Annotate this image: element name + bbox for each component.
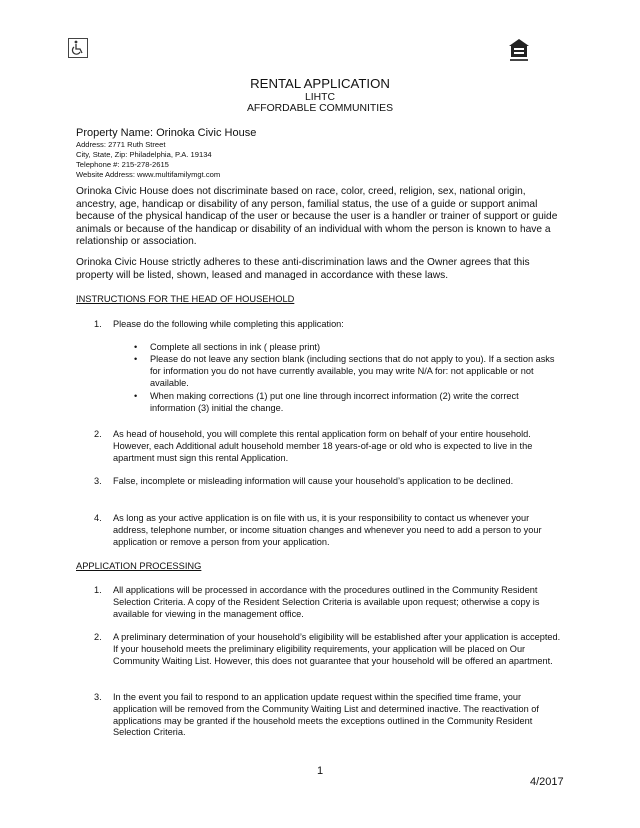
item-text: In the event you fail to respond to an application update request within the specified time frame, your application will be removed from the Community Waiting List and determined inactive. The reactivation of applications may be granted if the household meets the exceptions outlined in the Community Resident Selection Criteria.: [113, 692, 539, 738]
property-name: Property Name: Orinoka Civic House: [76, 127, 257, 139]
item-number: 1.: [94, 585, 102, 595]
item-number: 2.: [94, 632, 102, 642]
item-text: As head of household, you will complete this rental application form on behalf of your entire household. However, each Additional adult household member 18 years-of-age or old who is expected to live in the apartment must sign this rental Application.: [113, 429, 533, 463]
page-title: RENTAL APPLICATION: [250, 76, 390, 91]
item-number: 1.: [94, 319, 102, 329]
property-website: Website Address: www.multifamilymgt.com: [76, 170, 221, 179]
bullet-text: Please do not leave any section blank (including sections that do not apply to you). If a section asks for information you do not have currently available, you may write N/A for: not applicable or not available.: [150, 354, 555, 388]
subtitle-lihtc: LIHTC: [304, 92, 336, 103]
property-address: Address: 2771 Ruth Street: [76, 140, 166, 149]
processing-heading: APPLICATION PROCESSING: [76, 561, 202, 571]
adherence-paragraph: Orinoka Civic House strictly adheres to these anti-discrimination laws and the Owner agrees that this property will be listed, shown, leased and managed in accordance with these laws.: [76, 257, 530, 281]
bullet-icon: •: [134, 354, 138, 364]
item-text: A preliminary determination of your household’s eligibility will be established after your application is accepted. If your household meets the preliminary eligibility requirements, your application will be placed on Our Community Waiting List. However, this does not guarantee that your household will be offered an apartment.: [113, 632, 561, 666]
item-number: 4.: [94, 513, 102, 523]
item-text: Please do the following while completing this application:: [113, 319, 344, 329]
bullet-text: When making corrections (1) put one line through incorrect information (2) write the correct information (3) initial the change.: [150, 391, 519, 413]
bullet-icon: •: [134, 391, 138, 401]
item-text: False, incomplete or misleading information will cause your household’s application to be declined.: [113, 476, 514, 486]
item-number: 2.: [94, 429, 102, 439]
bullet-text: Complete all sections in ink ( please print): [150, 342, 321, 352]
subtitle-communities: AFFORDABLE COMMUNITIES: [246, 103, 394, 114]
instructions-heading: INSTRUCTIONS FOR THE HEAD OF HOUSEHOLD: [76, 294, 295, 304]
property-city: City, State, Zip: Philadelphia, P.A. 19134: [76, 150, 212, 159]
item-number: 3.: [94, 476, 102, 486]
item-number: 3.: [94, 692, 102, 702]
revision-date: 4/2017: [530, 776, 564, 788]
discrimination-paragraph: Orinoka Civic House does not discriminate based on race, color, creed, religion, sex, national origin, ancestry, age, handicap or disability of any person, familial status, the use of a guide or support animal because of the physical handicap of the user or because the user is a handler or trainer of support or guide animals or because of the handicap or disability of an individual with whom the person is known to have a relationship or association.: [76, 186, 558, 248]
bullet-icon: •: [134, 342, 138, 352]
equal-housing-opportunity-icon: [508, 38, 530, 62]
property-telephone: Telephone #: 215-278-2615: [76, 160, 169, 169]
wheelchair-accessible-icon: [68, 38, 88, 58]
item-text: As long as your active application is on file with us, it is your responsibility to contact us whenever your address, telephone number, or income situation changes and whenever you need to add a person to your application or remove a person from your application.: [113, 513, 542, 547]
page-number: 1: [316, 765, 324, 777]
item-text: All applications will be processed in accordance with the procedures outlined in the Community Resident Selection Criteria. A copy of the Resident Selection Criteria is available upon request; otherwise a copy is available for viewing in the management office.: [113, 585, 540, 619]
